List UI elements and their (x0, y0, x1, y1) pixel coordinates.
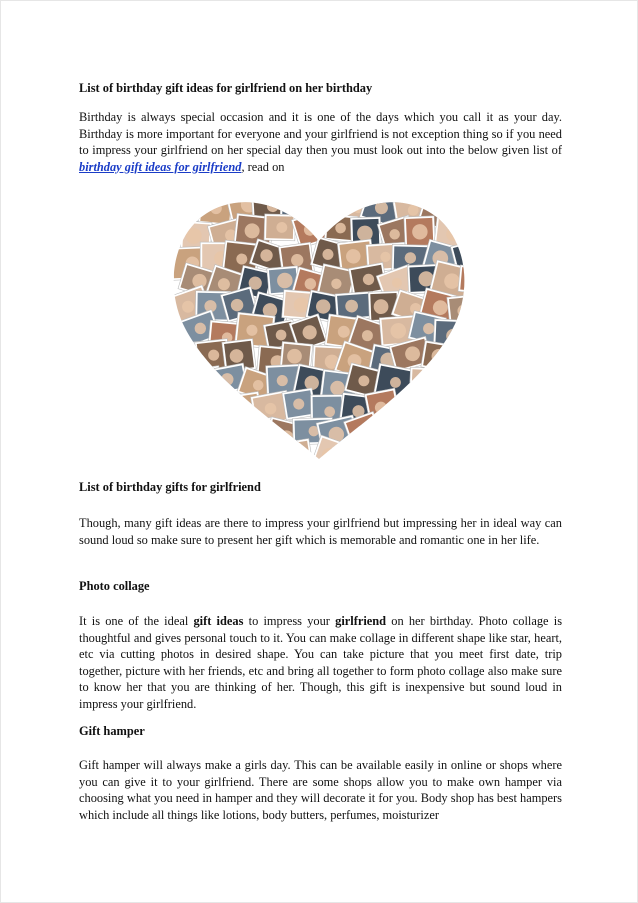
collage-photo-tile (279, 438, 314, 461)
photo-text-3: on her birthday. Photo collage is thoughtful and gives personal touch to it. You can make collage in different shape like star, heart, etc via cutting photos in desired shape. You can take picture that you meet first date, trip together, picture with her friends, etc and bring all together to form photo collage also make sure to know her that you are thinking of her. Though, this gift is inexpensive but sound loud in impress your girlfriend. (79, 614, 563, 711)
photo-text-1: It is one of the ideal (79, 614, 194, 628)
collage-photo-tile (240, 417, 275, 452)
collage-photo-tile (435, 412, 469, 450)
collage-photo-tile (450, 391, 469, 428)
collage-photo-tile (389, 437, 433, 461)
collage-photo-tile (170, 440, 217, 461)
gift-ideas-bold: gift ideas (193, 614, 244, 628)
collage-photo-tile (394, 395, 435, 423)
collage-photo-tile (403, 416, 444, 456)
collage-photo-tile (463, 222, 469, 251)
collage-photo-tile (379, 409, 423, 447)
collage-photo-tile (184, 417, 225, 452)
photo-text-2: to impress your (243, 614, 336, 628)
collage-photo-tile (193, 439, 235, 461)
collage-photo-tile (409, 367, 448, 398)
gift-hamper-heading: Gift hamper (79, 724, 145, 738)
collage-photo-tile (422, 393, 460, 424)
intro-paragraph (79, 109, 562, 175)
girlfriend-bold: girlfriend (335, 614, 387, 628)
collage-photo-tile (421, 340, 462, 372)
intro-text: Birthday is always special occasion and it is one of the days which you call it as your day. Birthday is more important for everyone and your girlfriend is not exception thing so if you need to impress your girlfriend on her special day then you must look out into the below given list of (79, 110, 562, 157)
heart-photo-collage (169, 189, 469, 461)
collage-photo-tile (433, 364, 469, 404)
collage-photo-tile (169, 392, 208, 433)
photo-collage-paragraph (79, 613, 562, 712)
collage-photo-tile (422, 443, 456, 461)
collage-photo-tile (449, 335, 469, 373)
collage-photo-tile (250, 441, 286, 461)
collage-photo-tile (342, 445, 374, 461)
collage-photo-tile (364, 388, 401, 426)
collage-photo-tile (214, 420, 249, 453)
collage-photo-tile (170, 193, 202, 222)
collage-photo-tile (459, 418, 469, 453)
photo-collage-heading: Photo collage (79, 579, 150, 593)
gift-ideas-link[interactable]: birthday gift ideas for girlfriend (79, 159, 242, 174)
collage-photo-tile (264, 214, 295, 241)
collage-photo-tile (449, 189, 469, 221)
intro-text-end: , read on (241, 159, 285, 174)
collage-photo-tile (198, 385, 240, 423)
collage-photo-tile (222, 435, 266, 461)
gift-hamper-paragraph: Gift hamper will always make a girls day. This can be available easily in online or shops where you can give it to your girlfriend. There are some shops allow you to make own hamper via choosing what you need in hamper and they will decorate it for you. Body shop has best hampers which include all things like lotions, body butters, perfumes, moisturizer (79, 758, 562, 822)
list-paragraph: Though, many gift ideas are there to impress your girlfriend but impressing her in ideal way can sound loud so make sure to present her gift which is memorable and romantic one in her life. (79, 516, 562, 547)
collage-photo-tile (462, 315, 469, 356)
collage-photo-tile (366, 438, 408, 461)
collage-photo-tile (450, 438, 469, 461)
list-heading: List of birthday gifts for girlfriend (79, 480, 261, 494)
collage-photo-tile (464, 366, 469, 394)
page-title: List of birthday gift ideas for girlfriend on her birthday (79, 81, 373, 95)
collage-photo-tile (307, 189, 343, 227)
